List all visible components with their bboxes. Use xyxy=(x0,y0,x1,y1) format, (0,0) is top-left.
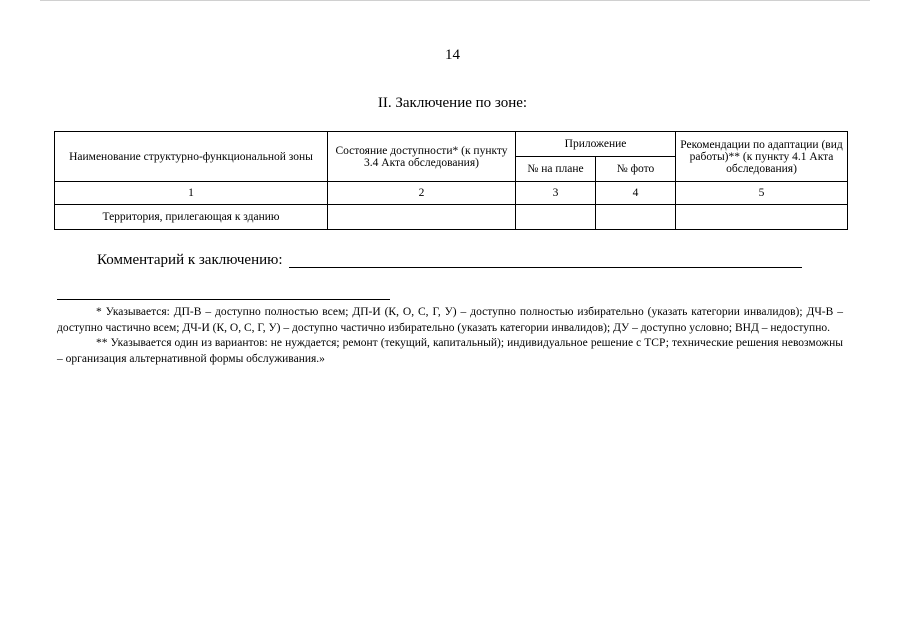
footnotes xyxy=(57,305,843,367)
column-number: 4 xyxy=(596,182,676,205)
column-number: 1 xyxy=(55,182,328,205)
header-plan-no: № на плане xyxy=(516,157,596,182)
footnote-accessibility-codes: * Указывается: ДП-В – доступно полностью всем; ДП-И (К, О, С, Г, У) – доступно полностью избирательно (указать категории инвалидов); ДЧ-В – доступно частично всем; ДЧ-И (К, О, С, Г, У) – доступно частично избирательно (указать категории инвалидов); ДУ – доступно условно; ВНД – недоступно. xyxy=(57,306,843,334)
header-zone-name: Наименование структурно-функциональной зоны xyxy=(55,132,328,182)
header-photo-no: № фото xyxy=(596,157,676,182)
section-title: II. Заключение по зоне: xyxy=(377,95,528,111)
cell-plan-no xyxy=(516,205,596,230)
page-number: 14 xyxy=(445,47,460,63)
scan-edge-line xyxy=(40,0,870,1)
column-numbers-row xyxy=(55,182,848,205)
table-row xyxy=(55,205,848,230)
column-number: 3 xyxy=(516,182,596,205)
header-accessibility: Состояние доступности* (к пункту 3.4 Акта обследования) xyxy=(328,132,516,182)
column-number: 2 xyxy=(328,182,516,205)
header-recommendations: Рекомендации по адаптации (вид работы)** (к пункту 4.1 Акта обследования) xyxy=(676,132,848,182)
cell-photo-no xyxy=(596,205,676,230)
footnote-work-types: ** Указывается один из вариантов: не нуждается; ремонт (текущий, капитальный); индивидуальное решение с ТСР; технические решения невозможны – организация альтернативной формы обслуживания.» xyxy=(57,337,843,365)
comment-label: Комментарий к заключению: xyxy=(97,252,283,268)
cell-zone-name: Территория, прилегающая к зданию xyxy=(55,205,328,230)
table-header-row xyxy=(55,132,848,157)
header-appendix: Приложение xyxy=(516,132,676,157)
column-number: 5 xyxy=(676,182,848,205)
comment-fill-line xyxy=(289,267,802,268)
cell-accessibility xyxy=(328,205,516,230)
footnote-separator xyxy=(57,299,390,300)
zone-conclusion-table xyxy=(54,131,848,230)
cell-recommendations xyxy=(676,205,848,230)
